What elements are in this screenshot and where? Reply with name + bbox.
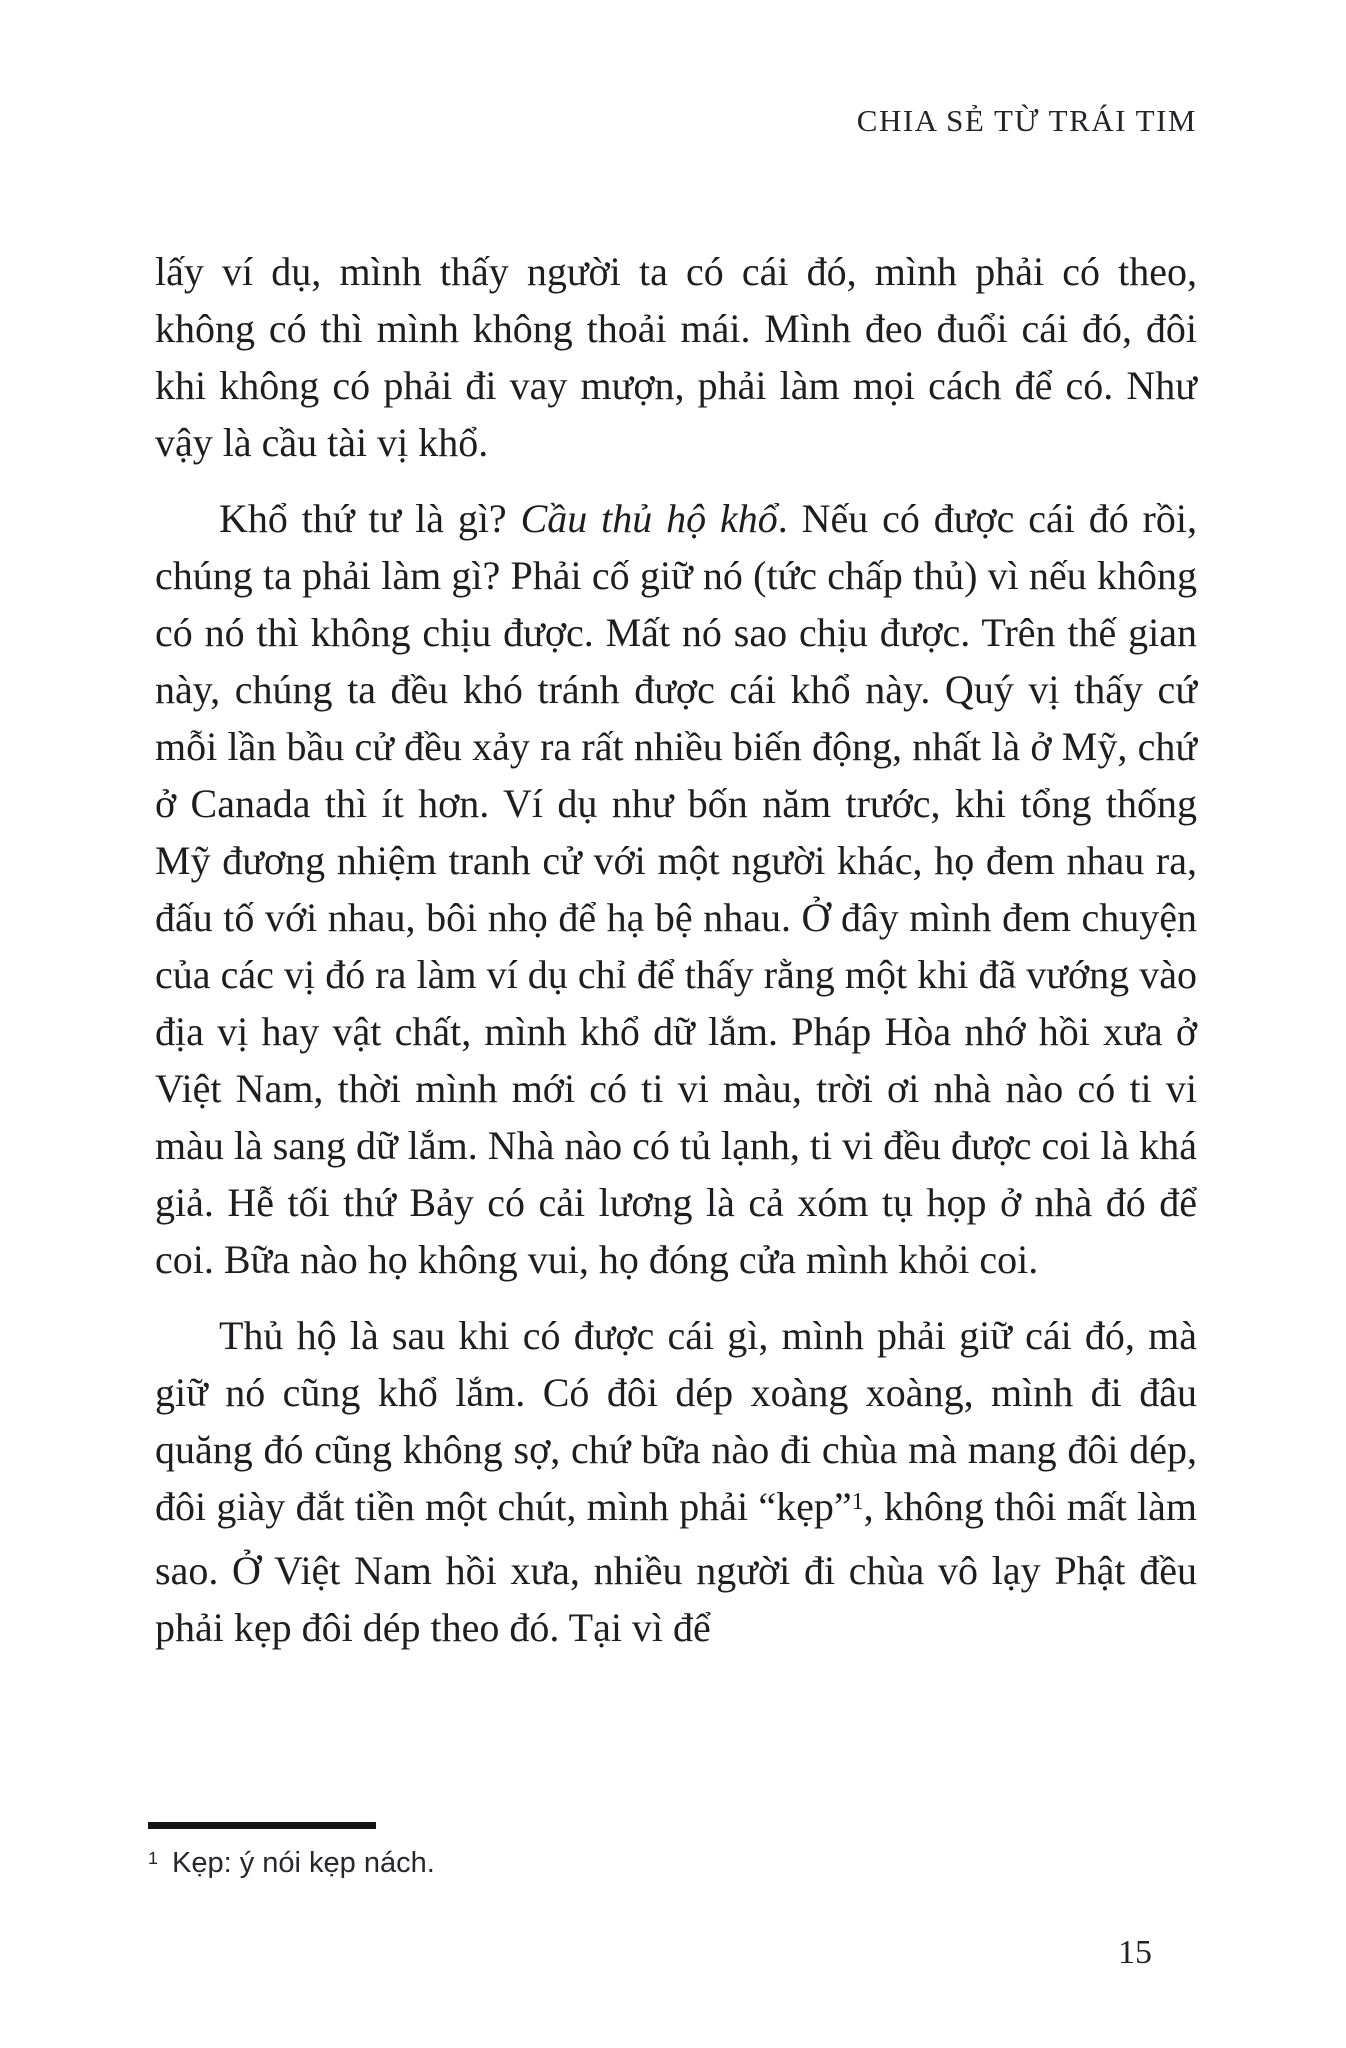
paragraph bbox=[155, 1307, 1197, 1656]
text-run: . Nếu có được cái đó rồi, chúng ta phải làm gì? Phải cố giữ nó (tức chấp thủ) vì nếu không có nó thì không chịu được. Mất nó sao chịu được. Trên thế gian này, chúng ta đều khó tránh được cái khổ này. Quý vị thấy cứ mỗi lần bầu cử đều xảy ra rất nhiều biến động, nhất là ở Mỹ, chứ ở Canada thì ít hơn. Ví dụ như bốn năm trước, khi tổng thống Mỹ đương nhiệm tranh cử với một người khác, họ đem nhau ra, đấu tố với nhau, bôi nhọ để hạ bệ nhau. Ở đây mình đem chuyện của các vị đó ra làm ví dụ chỉ để thấy rằng một khi đã vướng vào địa vị hay vật chất, mình khổ dữ lắm. Pháp Hòa nhớ hồi xưa ở Việt Nam, thời mình mới có ti vi màu, trời ơi nhà nào có ti vi màu là sang dữ lắm. Nhà nào có tủ lạnh, ti vi đều được coi là khá giả. Hễ tối thứ Bảy có cải lương là cả xóm tụ họp ở nhà đó để coi. Bữa nào họ không vui, họ đóng cửa mình khỏi coi. bbox=[155, 496, 1198, 1282]
running-header: CHIA SẺ TỪ TRÁI TIM bbox=[856, 103, 1197, 138]
footnote bbox=[148, 1844, 848, 1885]
text-run: Thủ hộ là sau khi có được cái gì, mình phải giữ cái đó, mà giữ nó cũng khổ lắm. Có đôi dép xoàng xoàng, mình đi đâu quăng đó cũng không sợ, chứ bữa nào đi chùa mà mang đôi dép, đôi giày đắt tiền một chút, mình phải “kẹp” bbox=[155, 1313, 1197, 1529]
text-run: , không thôi mất làm sao. Ở Việt Nam hồi xưa, nhiều người đi chùa vô lạy Phật đều phải kẹp đôi dép theo đó. Tại vì để bbox=[155, 1484, 1198, 1650]
footnote-marker: 1 bbox=[148, 1847, 158, 1868]
footnote-area bbox=[148, 1822, 848, 1885]
paragraph bbox=[155, 490, 1197, 1288]
body-text bbox=[155, 243, 1197, 1656]
footnote-text: Kẹp: ý nói kẹp nách. bbox=[172, 1847, 435, 1879]
paragraph bbox=[155, 243, 1197, 471]
text-run: Khổ thứ tư là gì? bbox=[219, 496, 521, 541]
italic-phrase: Cầu thủ hộ khổ bbox=[520, 496, 778, 541]
footnote-divider bbox=[148, 1822, 376, 1829]
footnote-reference: 1 bbox=[851, 1489, 864, 1516]
text-run: lấy ví dụ, mình thấy người ta có cái đó, mình phải có theo, không có thì mình không thoải mái. Mình đeo đuổi cái đó, đôi khi không có phải đi vay mượn, phải làm mọi cách để có. Như vậy là cầu tài vị khổ. bbox=[155, 249, 1197, 465]
page-number: 15 bbox=[1118, 1934, 1152, 1971]
